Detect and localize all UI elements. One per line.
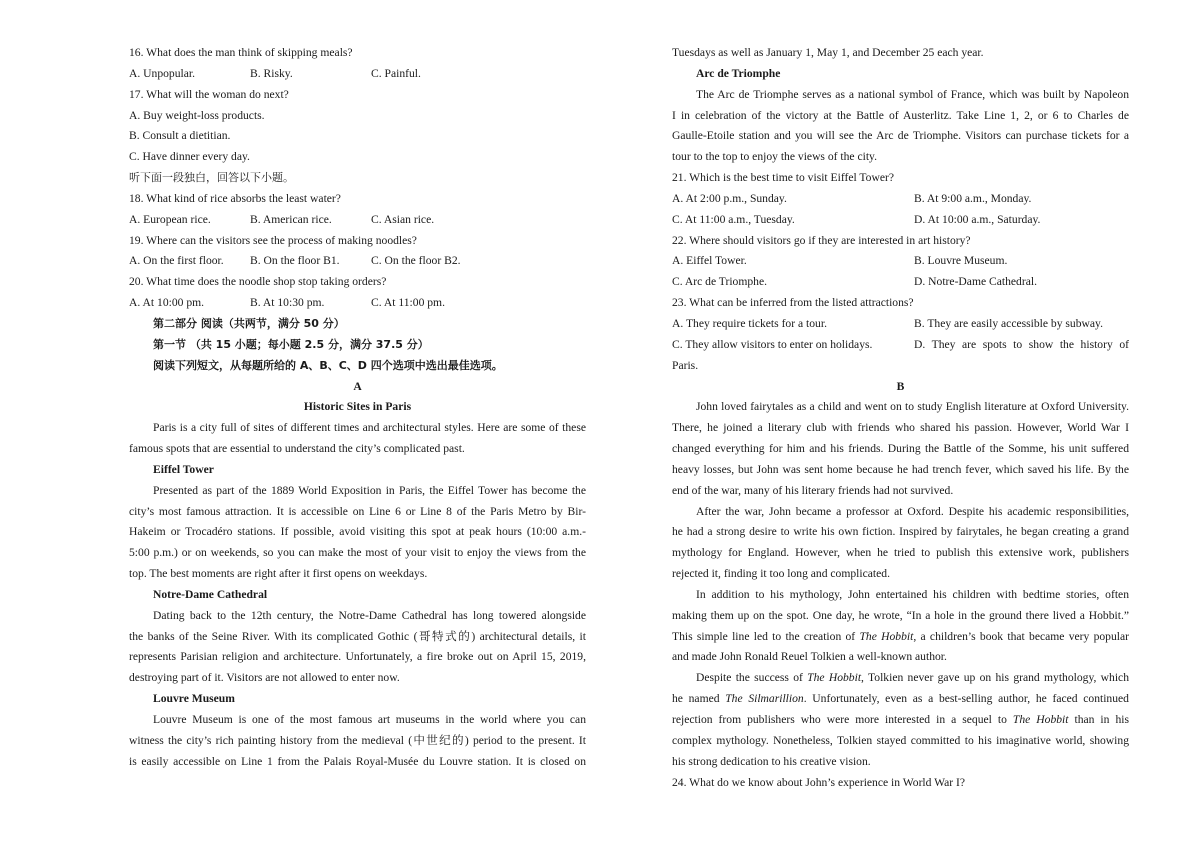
q18-option-b: B. American rice. (250, 212, 332, 226)
p2-line: mythology for England. However, when he tried to publish this extensive work, publishers (672, 546, 1129, 560)
p2-line: rejected it, finding it too long and complicated. (672, 567, 890, 581)
listening-instruction: 听下面一段独白，回答以下小题。 (129, 171, 294, 185)
q18-options (129, 210, 586, 231)
q19-option-c: C. On the floor B2. (371, 254, 461, 268)
hobbit-title: The Hobbit (1012, 713, 1069, 726)
left-column (129, 43, 586, 773)
hobbit-title: The Hobbit (859, 629, 914, 643)
q21-stem: 21. Which is the best time to visit Eiffel Tower? (672, 171, 895, 185)
p2-line: he had a strong desire to write his own fiction. Inspired by fairytales, he began creating a grand (672, 525, 1129, 539)
q23-stem: 23. What can be inferred from the listed attractions? (672, 296, 914, 310)
passage-b-letter: B (896, 379, 905, 393)
notre-dame-line: the banks of the Seine River. With its complicated Gothic (哥特式的) architectural details, it (129, 629, 586, 643)
section1-heading: 第一节 （共 15 小题；每小题 2.5 分，满分 37.5 分） (153, 337, 429, 351)
p4-line: complex mythology. Nonetheless, Tolkien stayed committed to his imaginative world, showing (672, 733, 1129, 747)
arc-line: tour to the top to enjoy the views of the city. (672, 150, 877, 164)
eiffel-line: top. The best moments are right after it first opens on weekdays. (129, 567, 428, 581)
q22-options-ab (672, 251, 1129, 272)
q17-option-a: A. Buy weight-loss products. (129, 108, 265, 122)
notre-dame-heading: Notre-Dame Cathedral (153, 587, 268, 601)
q17-stem: 17. What will the woman do next? (129, 87, 289, 101)
q23-option-c: C. They allow visitors to enter on holidays. (672, 337, 873, 351)
q23-option-a: A. They require tickets for a tour. (672, 316, 827, 330)
p4-line (672, 689, 1129, 710)
p3-text: , a children’s book that became very popular (913, 629, 1129, 643)
notre-dame-line: destroying part of it. Visitors are not allowed to enter now. (129, 671, 400, 685)
q19-option-b: B. On the floor B1. (250, 254, 340, 268)
p4-line (672, 668, 1129, 689)
passage-a-letter: A (353, 379, 362, 393)
p4-text: than in his (1068, 713, 1129, 726)
q18-stem: 18. What kind of rice absorbs the least water? (129, 191, 341, 205)
q18-option-a: A. European rice. (129, 212, 211, 226)
notre-dame-line: Dating back to the 12th century, the Notre-Dame Cathedral has long towered alongside (153, 608, 586, 622)
q16-option-b: B. Risky. (250, 66, 293, 80)
q21-option-a: A. At 2:00 p.m., Sunday. (672, 191, 787, 205)
p4-line (672, 710, 1129, 731)
q24-stem: 24. What do we know about John’s experience in World War I? (672, 775, 966, 789)
p1-line: There, he joined a literary club with friends who shared his passion. However, World War I (672, 421, 1129, 435)
p3-line: In addition to his mythology, John entertained his children with bedtime stories, often (696, 587, 1129, 601)
eiffel-line: city’s most famous attraction. It is accessible on Line 6 or Line 8 of the Paris Metro by Bir- (129, 504, 586, 518)
q21-options-ab (672, 189, 1129, 210)
eiffel-line: 5:00 p.m.) or on weekends, so you can make the most of your visit to enjoy the views from the (129, 546, 586, 560)
louvre-line: Louvre Museum is one of the most famous art museums in the world where you can (153, 713, 586, 726)
q21-option-c: C. At 11:00 a.m., Tuesday. (672, 212, 795, 226)
q22-stem: 22. Where should visitors go if they are interested in art history? (672, 233, 971, 247)
p2-line: After the war, John became a professor at Oxford. Despite his academic responsibilities, (696, 504, 1129, 518)
p3-line: and made John Ronald Reuel Tolkien a well-known author. (672, 650, 947, 664)
intro-line: famous spots that are essential to understand the city’s complicated past. (129, 442, 465, 456)
q17-option-b: B. Consult a dietitian. (129, 129, 231, 143)
q22-option-c: C. Arc de Triomphe. (672, 275, 768, 289)
p1-line: end of the war, many of his literary friends had not survived. (672, 483, 954, 497)
q21-options-cd (672, 210, 1129, 231)
p3-line (672, 627, 1129, 648)
p4-text: he named (672, 692, 726, 706)
arc-line: I in celebration of the victory at the Battle of Austerlitz. Take Line 1, 2, or 6 to Charles de (672, 108, 1129, 122)
q23-option-d: D. They are spots to show the history of (914, 337, 1129, 351)
q22-option-b: B. Louvre Museum. (914, 254, 1008, 268)
louvre-line: is easily accessible on Line 1 from the Palais Royal-Musée du Louvre station. It is closed on (129, 754, 586, 768)
q16-stem: 16. What does the man think of skipping meals? (129, 46, 353, 59)
q17-option-c: C. Have dinner every day. (129, 150, 250, 164)
arc-heading: Arc de Triomphe (696, 66, 781, 80)
q21-option-d: D. At 10:00 a.m., Saturday. (914, 212, 1041, 226)
q16-options (129, 64, 586, 85)
passage-a-title: Historic Sites in Paris (303, 400, 412, 414)
q22-options-cd (672, 272, 1129, 293)
q22-option-a: A. Eiffel Tower. (672, 254, 747, 268)
louvre-line-end: Tuesdays as well as January 1, May 1, and December 25 each year. (672, 46, 984, 59)
p1-line: changed everything for him and his friends. During the Battle of the Somme, his unit suffered (672, 442, 1129, 456)
q19-option-a: A. On the first floor. (129, 254, 224, 268)
q23-options-ab (672, 314, 1129, 335)
p4-text: Despite the success of (696, 671, 808, 685)
notre-dame-line: represents Parisian religion and architecture. Unfortunately, a fire broke out on April 15, 2019, (129, 650, 586, 664)
reading-directions: 阅读下列短文，从每题所给的 A、B、C、D 四个选项中选出最佳选项。 (153, 358, 503, 372)
q21-option-b: B. At 9:00 a.m., Monday. (914, 191, 1032, 205)
p1-line: heavy losses, but John was sent home because he had trench fever, which saved his life. By the (672, 462, 1129, 476)
p4-text: . Unfortunately, even as a best-selling author, he faced continued (803, 692, 1129, 706)
p4-text: , Tolkien never gave up on his grand mythology, which (861, 671, 1129, 685)
q19-stem: 19. Where can the visitors see the process of making noodles? (129, 233, 417, 247)
p3-text: This simple line led to the creation of (672, 629, 860, 643)
q16-option-a: A. Unpopular. (129, 66, 196, 80)
q20-option-c: C. At 11:00 pm. (371, 296, 445, 310)
right-column (672, 43, 1129, 793)
q18-option-c: C. Asian rice. (371, 212, 435, 226)
eiffel-heading: Eiffel Tower (153, 462, 214, 476)
q19-options (129, 251, 586, 272)
q20-stem: 20. What time does the noodle shop stop taking orders? (129, 275, 387, 289)
part2-heading: 第二部分 阅读（共两节，满分 50 分） (153, 316, 345, 330)
hobbit-title: The Hobbit (807, 671, 862, 685)
arc-line: The Arc de Triomphe serves as a national symbol of France, which was built by Napoleon (696, 87, 1129, 101)
eiffel-line: Hakeim or Trocadéro stations. If possible, avoid visiting this spot at peak hours (10:00 a.m.- (129, 525, 586, 539)
q22-option-d: D. Notre-Dame Cathedral. (914, 275, 1037, 289)
eiffel-line: Presented as part of the 1889 World Exposition in Paris, the Eiffel Tower has become the (153, 483, 586, 497)
p1-line: John loved fairytales as a child and went on to study English literature at Oxford University. (696, 400, 1129, 414)
intro-line: Paris is a city full of sites of different times and architectural styles. Here are some of these (153, 421, 586, 435)
silmarillion-title: The Silmarillion (725, 692, 804, 706)
q23-option-b: B. They are easily accessible by subway. (914, 316, 1103, 330)
q16-option-c: C. Painful. (371, 66, 421, 80)
p4-text: rejection from publishers who were more interested in a sequel to (672, 713, 1013, 726)
q20-options (129, 293, 586, 314)
p3-line: making them up on the spot. One day, he wrote, “In a hole in the ground there lived a Hobbit.” (672, 608, 1129, 622)
q20-option-b: B. At 10:30 pm. (250, 296, 325, 310)
q23-options-cd (672, 335, 1129, 356)
louvre-line: witness the city’s rich painting history from the medieval (中世纪的) period to the present. It (129, 733, 586, 747)
louvre-heading: Louvre Museum (153, 692, 235, 706)
q20-option-a: A. At 10:00 pm. (129, 296, 205, 310)
q23-option-d-end: Paris. (672, 358, 699, 372)
arc-line: Gaulle-Etoile station and you will see the Arc de Triomphe. Visitors can purchase tickets for a (672, 129, 1129, 143)
p4-line: his strong dedication to his creative vision. (672, 754, 871, 768)
